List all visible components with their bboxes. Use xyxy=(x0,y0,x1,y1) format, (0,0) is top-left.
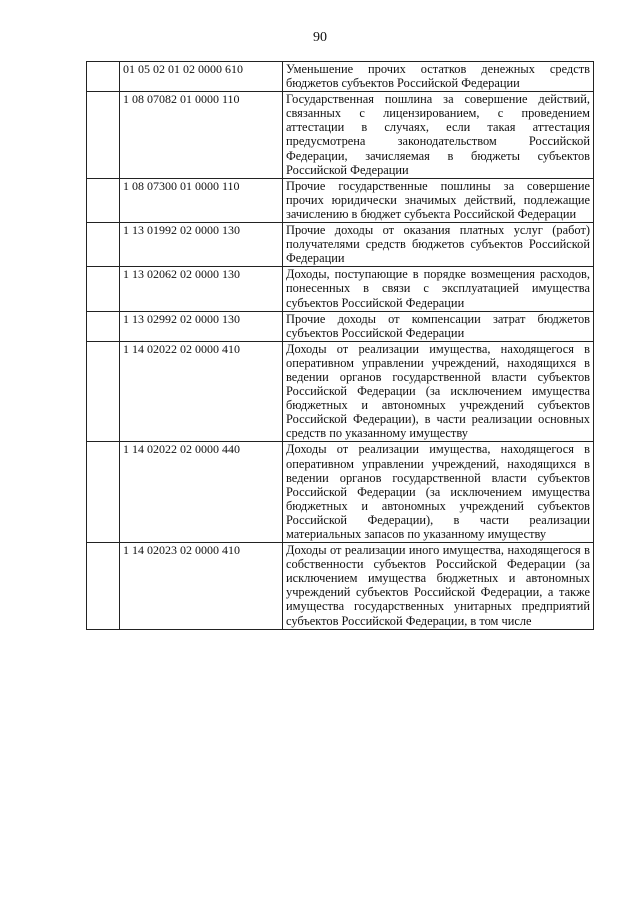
table-row xyxy=(87,341,594,442)
blank-cell xyxy=(87,178,120,222)
blank-cell xyxy=(87,442,120,543)
blank-cell xyxy=(87,223,120,267)
revenue-description: Уменьшение прочих остатков денежных средств бюджетов субъектов Российской Федерации xyxy=(283,62,594,92)
revenue-description: Доходы от реализации иного имущества, находящегося в собственности субъектов Российской Федерации (за исключением имущества бюджетных и автономных учреждений субъектов Российской Федерации, а также имущества государственных унитарных предприятий субъектов Российской Федерации, в том числе xyxy=(283,543,594,630)
revenue-code: 1 13 01992 02 0000 130 xyxy=(120,223,283,267)
revenue-code: 1 14 02022 02 0000 410 xyxy=(120,341,283,442)
table-row xyxy=(87,62,594,92)
revenue-codes-table xyxy=(86,61,594,630)
blank-cell xyxy=(87,543,120,630)
revenue-description: Доходы от реализации имущества, находящегося в оперативном управлении учреждений, находящихся в ведении органов государственной власти субъектов Российской Федерации (за исключением имущества бюджетных и автономных учреждений субъектов Российской Федерации), в части реализации основных средств по указанному имуществу xyxy=(283,341,594,442)
blank-cell xyxy=(87,267,120,311)
blank-cell xyxy=(87,62,120,92)
revenue-description: Прочие доходы от оказания платных услуг (работ) получателями средств бюджетов субъектов Российской Федерации xyxy=(283,223,594,267)
revenue-description: Доходы от реализации имущества, находящегося в оперативном управлении учреждений, находящихся в ведении органов государственной власти субъектов Российской Федерации (за исключением имущества бюджетных и автономных учреждений субъектов Российской Федерации), в части реализации материальных запасов по указанному имуществу xyxy=(283,442,594,543)
blank-cell xyxy=(87,92,120,179)
revenue-code: 1 13 02992 02 0000 130 xyxy=(120,311,283,341)
table-row xyxy=(87,311,594,341)
revenue-description: Прочие государственные пошлины за совершение прочих юридически значимых действий, подлежащие зачислению в бюджет субъекта Российской Федерации xyxy=(283,178,594,222)
blank-cell xyxy=(87,341,120,442)
revenue-code: 1 14 02023 02 0000 410 xyxy=(120,543,283,630)
revenue-code: 1 08 07082 01 0000 110 xyxy=(120,92,283,179)
revenue-code: 1 08 07300 01 0000 110 xyxy=(120,178,283,222)
page-number: 90 xyxy=(313,30,327,45)
revenue-code: 01 05 02 01 02 0000 610 xyxy=(120,62,283,92)
revenue-code: 1 13 02062 02 0000 130 xyxy=(120,267,283,311)
table-row xyxy=(87,223,594,267)
revenue-code: 1 14 02022 02 0000 440 xyxy=(120,442,283,543)
table-row xyxy=(87,92,594,179)
revenue-description: Прочие доходы от компенсации затрат бюджетов субъектов Российской Федерации xyxy=(283,311,594,341)
revenue-description: Государственная пошлина за совершение действий, связанных с лицензированием, с проведением аттестации в случаях, если такая аттестация предусмотрена законодательством Российской Федерации, зачисляемая в бюджеты субъектов Российской Федерации xyxy=(283,92,594,179)
revenue-description: Доходы, поступающие в порядке возмещения расходов, понесенных в связи с эксплуатацией имущества субъектов Российской Федерации xyxy=(283,267,594,311)
table-row xyxy=(87,178,594,222)
table-row xyxy=(87,267,594,311)
blank-cell xyxy=(87,311,120,341)
table-row xyxy=(87,543,594,630)
table-row xyxy=(87,442,594,543)
